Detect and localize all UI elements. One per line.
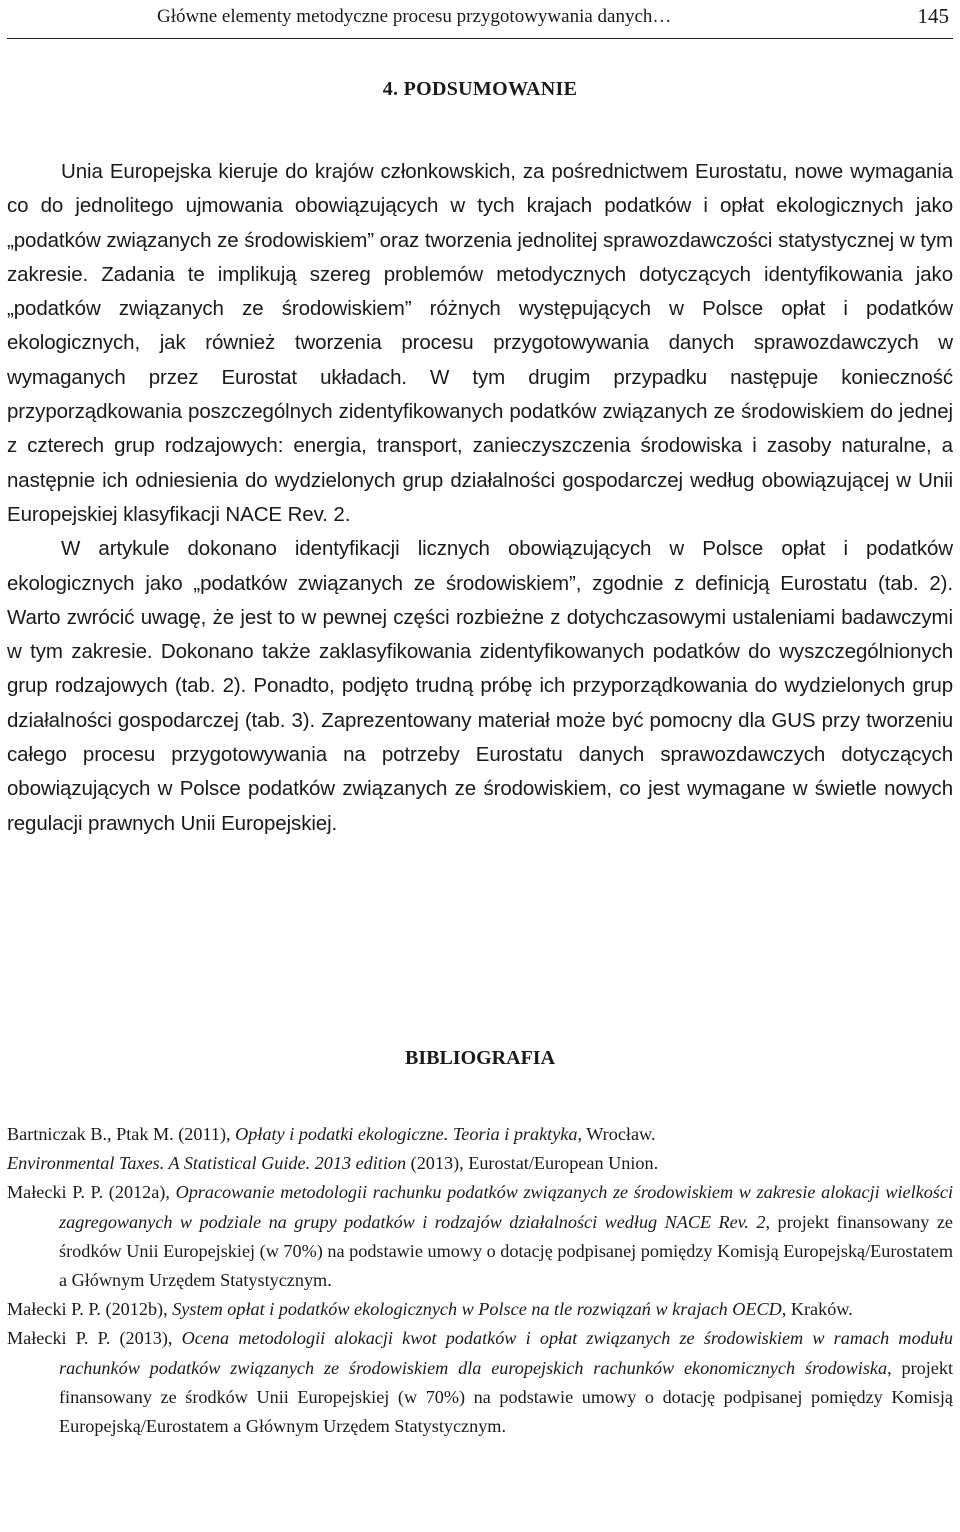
summary-body (7, 155, 953, 841)
bibliography-entry (7, 1324, 953, 1441)
bib-rest: , projekt finansowany ze środków Unii Europejskiej (w 70%) na podstawie umowy o dotację podpisanej pomiędzy Komisją Europejską/Eurostatem a Głównym Urzędem Statystycznym. (59, 1357, 953, 1437)
bib-rest: , Kraków. (781, 1299, 853, 1320)
bibliography-entry (7, 1149, 953, 1178)
bibliography-entry (7, 1120, 953, 1149)
running-header-title: Główne elementy metodyczne procesu przygotowywania danych… (157, 6, 672, 27)
paragraph-2: W artykule dokonano identyfikacji licznych obowiązujących w Polsce opłat i podatków ekologicznych jako „podatków związanych ze środowiskiem”, zgodnie z definicją Eurostatu (tab. 2). Warto zwrócić uwagę, że jest to w pewnej części rozbieżne z dotychczasowymi ustaleniami badawczymi w tym zakresie. Dokonano także zaklasyfikowania zidentyfikowanych podatków do wyszczególnionych grup rodzajowych (tab. 2). Ponadto, podjęto trudną próbę ich przyporządkowania do wydzielonych grup działalności gospodarczej (tab. 3). Zaprezentowany materiał może być pomocny dla GUS przy tworzeniu całego procesu przygotowywania na potrzeby Eurostatu danych sprawozdawczych dotyczących obowiązujących w Polsce podatków związanych ze środowiskiem, co jest wymagane w świetle nowych regulacji prawnych Unii Europejskiej. (7, 537, 953, 835)
bibliography-list (7, 1120, 953, 1441)
bib-title: Ocena metodologii alokacji kwot podatków i opłat związanych ze środowiskiem w ramach modułu rachunków podatków związanych ze środowiskiem dla europejskich rachunków ekonomicznych środowiska (59, 1328, 953, 1378)
bib-rest: , projekt finansowany ze środków Unii Europejskiej (w 70%) na podstawie umowy o dotację podpisanej pomiędzy Komisją Europejską/Eurostatem a Głównym Urzędem Statystycznym. (59, 1211, 953, 1291)
bib-title: System opłat i podatków ekologicznych w Polsce na tle rozwiązań w krajach OECD (172, 1299, 782, 1320)
section-title: 4. PODSUMOWANIE (382, 78, 578, 100)
bib-title: Opłaty i podatki ekologiczne. Teoria i praktyka (235, 1124, 578, 1144)
bibliography-entry (7, 1178, 953, 1295)
bib-title: Environmental Taxes. A Statistical Guide. 2013 edition (7, 1153, 407, 1174)
bib-rest: , Wrocław. (577, 1124, 656, 1144)
page-number: 145 (917, 4, 949, 28)
bib-title: Opracowanie metodologii rachunku podatków związanych ze środowiskiem w zakresie alokacji wielkości zagregowanych w podziale na grupy podatków i rodzajów działalności według NACE Rev. 2 (59, 1182, 954, 1232)
paragraph-1: Unia Europejska kieruje do krajów członkowskich, za pośrednictwem Eurostatu, nowe wymagania co do jednolitego ujmowania obowiązujących w tych krajach podatków i opłat ekologicznych jako „podatków związanych ze środowiskiem” oraz tworzenia jednolitej sprawozdawczości statystycznej w tym zakresie. Zadania te implikują szereg problemów metodycznych dotyczących identyfikowania jako „podatków związanych ze środowiskiem” różnych występujących w Polsce opłat i podatków ekologicznych, jak również tworzenia procesu przygotowywania danych sprawozdawczych w wymaganych przez Eurostat układach. W tym drugim przypadku następuje konieczność przyporządkowania poszczególnych zidentyfikowanych podatków związanych ze środowiskiem do jednej z czterech grup rodzajowych: energia, transport, zanieczyszczenia środowiska i zasoby naturalne, a następnie ich odniesienia do wydzielonych grup działalności gospodarczej według obowiązującej w Unii Europejskiej klasyfikacji NACE Rev. 2. (7, 160, 953, 526)
bib-rest: (2013), Eurostat/European Union. (406, 1153, 659, 1174)
bibliography-entry (7, 1295, 953, 1324)
bib-author: Małecki P. P. (2012a), (7, 1182, 170, 1203)
bibliography-title: BIBLIOGRAFIA (404, 1047, 556, 1069)
bib-author: Bartniczak B., Ptak M. (2011), (7, 1124, 231, 1144)
bib-author: Małecki P. P. (2012b), (7, 1299, 168, 1320)
bib-author: Małecki P. P. (2013), (7, 1328, 173, 1349)
running-header (7, 0, 953, 39)
